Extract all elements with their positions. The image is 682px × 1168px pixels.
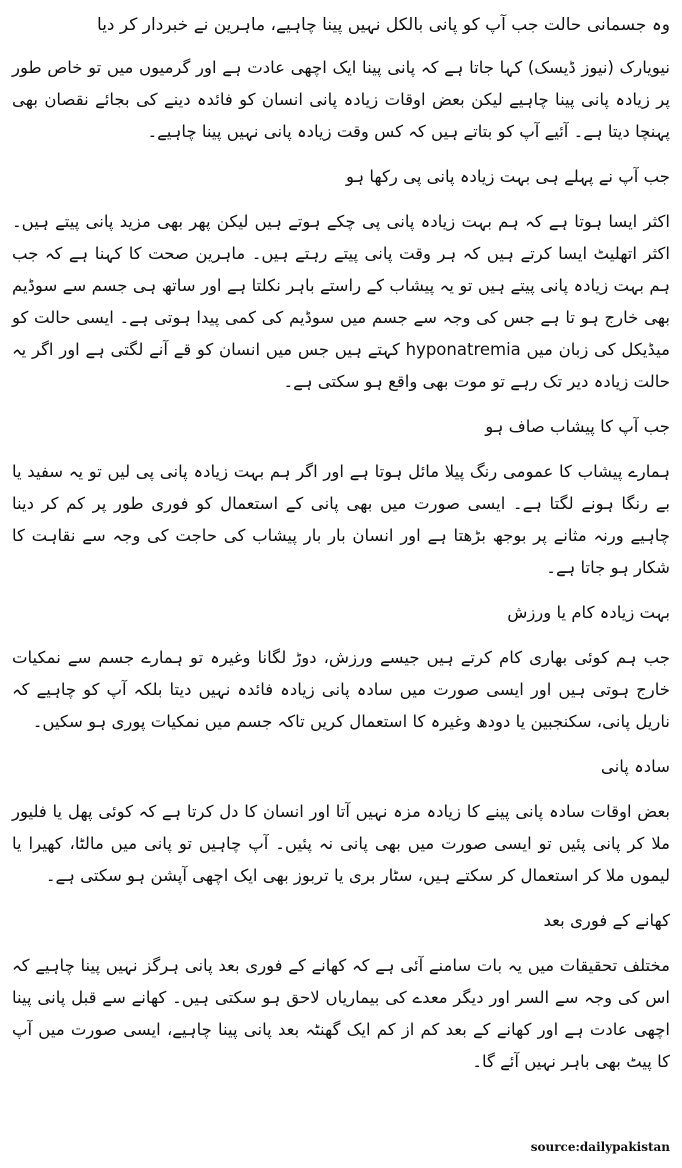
- section-heading-heavy-work: بہت زیادہ کام یا ورزش: [507, 603, 670, 622]
- section-heading-too-much-water: جب آپ نے پہلے ہی بہت زیادہ پانی پی رکھا ہو: [345, 167, 670, 186]
- article-headline: وہ جسمانی حالت جب آپ کو پانی بالکل نہیں پینا چاہیے، ماہرین نے خبردار کر دیا: [97, 15, 670, 35]
- section-body-after-meal: مختلف تحقیقات میں یہ بات سامنے آئی ہے کہ کھانے کے فوری بعد پانی ہرگز نہیں پینا چاہیے کہ اس کی وجہ سے السر اور دیگر معدے کی بیماریاں لاحق ہو سکتی ہیں۔ کھانے سے قبل پانی پینا اچھی عادت ہے اور کھانے کے بعد کم از کم ایک گھنٹہ بعد پانی پینا چاہیے، ایسی صورت میں آپ کا پیٹ بھی باہر نہیں آئے گا۔: [12, 956, 670, 1071]
- section-body-part-2: کہتے ہیں جس میں انسان کو قے آنے لگتی ہے اور اگر یہ حالت زیادہ دیر تک رہے تو موت بھی واقع ہو سکتی ہے۔: [12, 340, 670, 391]
- section-body-heavy-work: جب ہم کوئی بھاری کام کرتے ہیں جیسے ورزش، دوڑ لگانا وغیرہ تو ہمارے جسم سے نمکیات خارج ہوتی ہیں اور ایسی صورت میں سادہ پانی زیادہ فائدہ نہیں دیتا بلکہ آپ کو چاہیے کہ ناریل پانی، سکنجبین یا دودھ وغیرہ کا استعمال کریں تاکہ جسم میں نمکیات پوری ہو سکیں۔: [12, 648, 670, 731]
- section-body-plain-water: بعض اوقات سادہ پانی پینے کا زیادہ مزہ نہیں آتا اور انسان کا دل کرتا ہے کہ کوئی پھل یا فلیور ملا کر پانی پئیں تو ایسی صورت میں بھی پانی نہ پئیں۔ آپ چاہیں تو پانی میں مالٹا، کھیرا یا لیموں ملا کر استعمال کر سکتے ہیں، سٹار بری یا تربوز بھی ایک اچھی آپشن ہو سکتی ہے۔: [12, 802, 670, 885]
- section-body-part-1: اکثر ایسا ہوتا ہے کہ ہم بہت زیادہ پانی پی چکے ہوتے ہیں لیکن پھر بھی مزید پانی پیتے ہیں۔ اکثر اتھلیٹ ایسا کرتے ہیں کہ ہر وقت پانی پیتے رہتے ہیں۔ ماہرین صحت کا کہنا ہے کہ جب ہم بہت زیادہ پانی پیتے ہیں تو یہ پیشاب کے راستے باہر نکلتا ہے اور ساتھ ہی جسم سے سوڈیم بھی خارج ہو تا ہے جس کی وجہ سے جسم میں سوڈیم کی کمی پیدا ہوتی ہے۔ ایسی حالت کو میڈیکل کی زبان میں: [12, 212, 671, 359]
- intro-paragraph: نیویارک (نیوز ڈیسک) کہا جاتا ہے کہ پانی پینا ایک اچھی عادت ہے اور گرمیوں میں تو خاص طور پر زیادہ پانی پینا چاہیے لیکن بعض اوقات زیادہ پانی انسان کو فائدہ دینے کی بجائے نقصان بھی پہنچا دیتا ہے۔ آئیے آپ کو بتاتے ہیں کہ کس وقت زیادہ پانی نہیں پینا چاہیے۔: [12, 58, 670, 141]
- section-heading-clear-urine: جب آپ کا پیشاب صاف ہو: [485, 417, 670, 436]
- section-heading-after-meal: کھانے کے فوری بعد: [543, 911, 670, 930]
- medical-term: hyponatremia: [405, 340, 521, 359]
- source-credit: source:dailypakistan: [530, 1140, 670, 1154]
- section-body-too-much-water: [12, 206, 670, 398]
- section-body-clear-urine: ہمارے پیشاب کا عمومی رنگ پیلا مائل ہوتا ہے اور اگر ہم بہت زیادہ پانی پی لیں تو یہ سفید یا بے رنگا ہونے لگتا ہے۔ ایسی صورت میں بھی پانی کے استعمال کو فوری طور پر کم کر دینا چاہیے ورنہ مثانے پر بوجھ بڑھتا ہے اور انسان بار بار پیشاب کی حاجت کی وجہ سے نقاہت کا شکار ہو جاتا ہے۔: [12, 462, 670, 577]
- section-heading-plain-water: سادہ پانی: [600, 757, 670, 776]
